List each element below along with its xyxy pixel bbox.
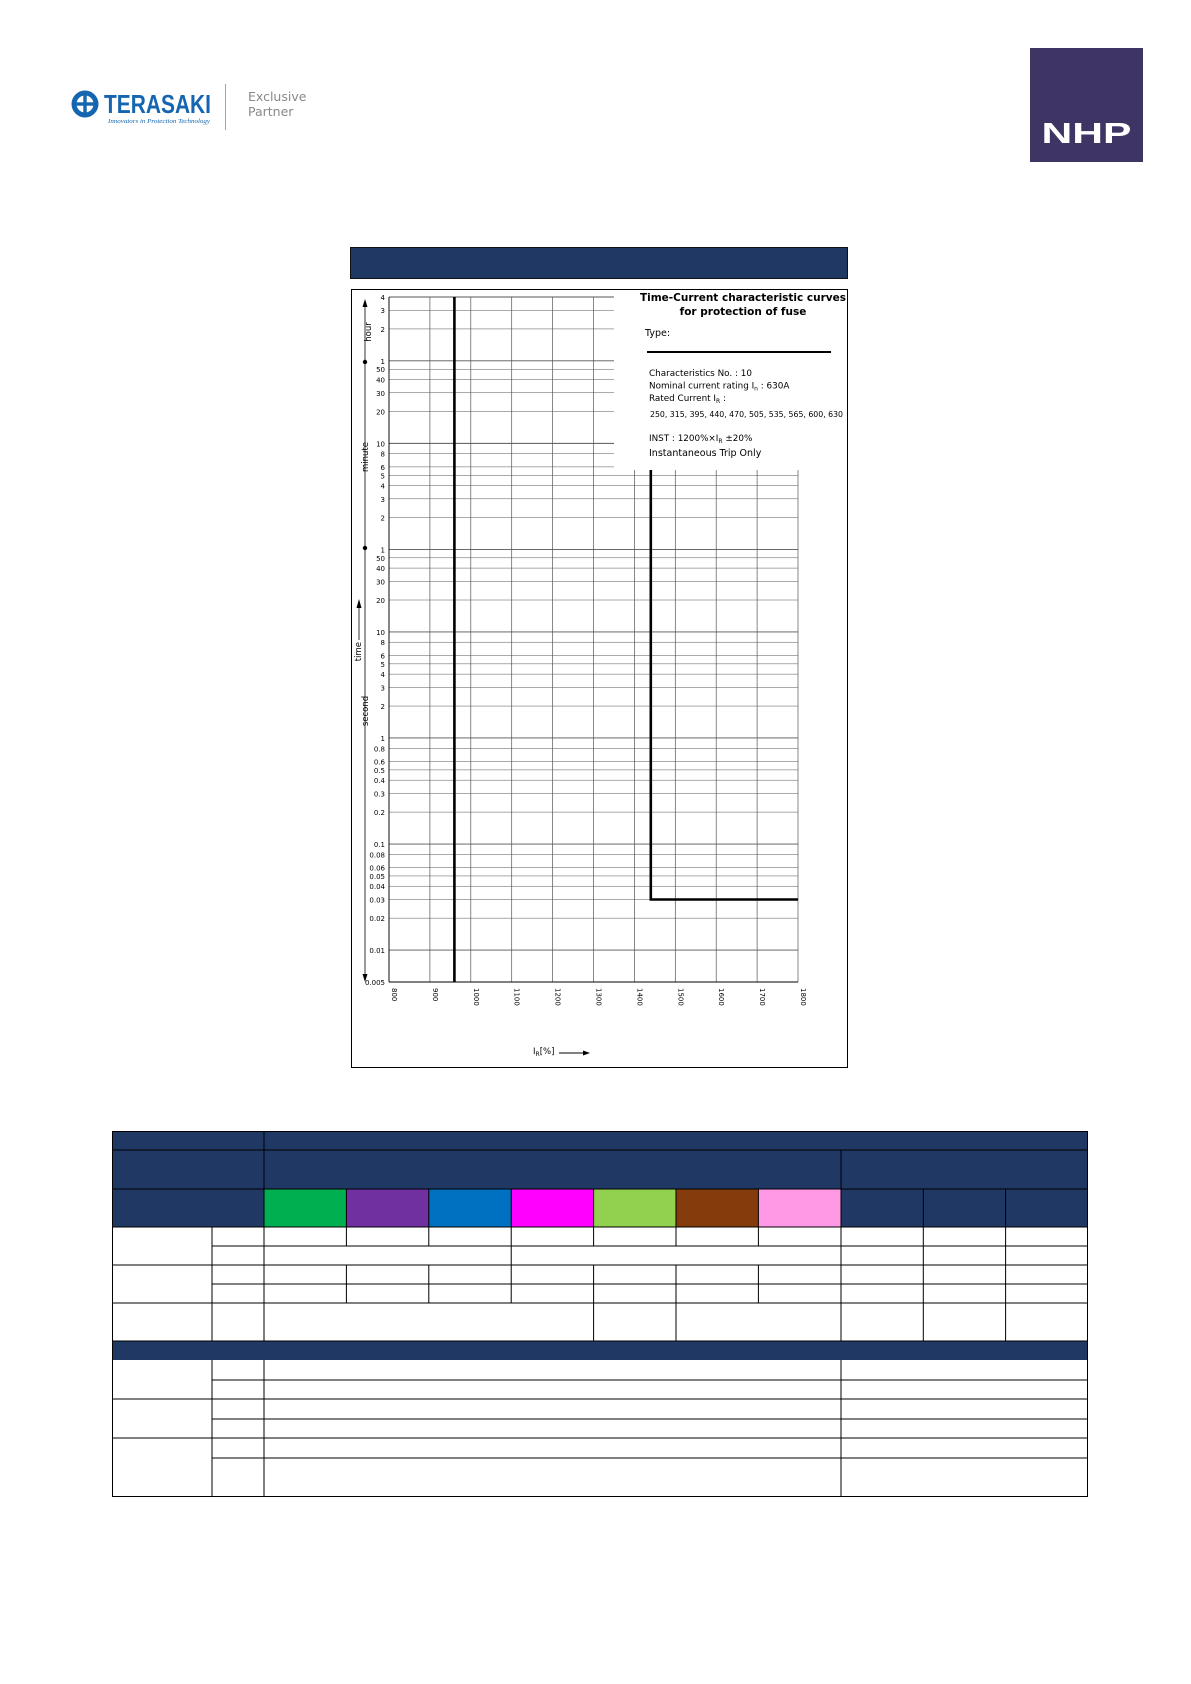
y-axis	[365, 294, 386, 987]
x-axis-label-unit: [%]	[539, 1047, 555, 1057]
y-tick-label: 0.2	[373, 809, 385, 818]
terasaki-logo	[70, 86, 215, 130]
nominal-current-rating	[649, 382, 789, 393]
y-tick-label: 0.6	[373, 758, 385, 767]
x-tick-label: 1100	[512, 988, 521, 1006]
y-tick-label: 2	[380, 514, 385, 523]
y-tick-label: 3	[380, 495, 385, 504]
color-swatch	[758, 1189, 840, 1227]
y-tick-label: 6	[380, 652, 385, 661]
y-tick-label: 50	[376, 554, 385, 563]
type-label: Type:	[645, 328, 671, 339]
y-tick-label: 1	[380, 357, 385, 366]
nominal-value: : 630A	[757, 381, 790, 392]
chart-frame	[351, 289, 848, 1068]
rated-subscript: R	[715, 398, 721, 405]
y-tick-label: 0.06	[369, 864, 385, 873]
x-axis-label-main: I	[533, 1047, 536, 1057]
y-tick-label: 6	[380, 463, 385, 472]
x-tick-label: 1200	[553, 988, 562, 1006]
y-tick-label: 0.4	[373, 777, 385, 786]
color-swatch	[594, 1189, 676, 1227]
x-axis-label-sub: R	[535, 1051, 540, 1058]
hour-arrow-icon	[363, 299, 368, 307]
x-tick-label: 1400	[635, 988, 644, 1006]
partner-line-2: Partner	[248, 104, 294, 119]
x-tick-label: 800	[390, 988, 398, 1002]
table-color-swatches	[264, 1189, 841, 1227]
y-tick-label: 0.01	[369, 947, 385, 956]
chart-title-band	[350, 247, 848, 279]
table-section-divider	[112, 1341, 1088, 1360]
nhp-logo	[1030, 48, 1143, 162]
inst-label: INST : 1200%×I	[649, 434, 719, 444]
y-tick-label: 4	[380, 294, 385, 302]
x-tick-label: 1800	[799, 988, 807, 1006]
minute-label: minute	[361, 442, 371, 472]
inst-subscript: R	[718, 438, 723, 445]
y-tick-label: 1	[380, 734, 385, 743]
y-tick-label: 0.5	[373, 766, 385, 775]
y-tick-label: 2	[380, 325, 385, 334]
y-tick-label: 30	[376, 389, 385, 398]
y-tick-label: 10	[376, 440, 385, 449]
table-header-row-1	[112, 1131, 1088, 1150]
x-axis-label	[533, 1047, 554, 1058]
characteristics-number: Characteristics No. : 10	[649, 369, 752, 379]
y-tick-label: 0.1	[373, 841, 385, 850]
y-tick-label: 1	[380, 546, 385, 555]
y-tick-label: 40	[376, 376, 385, 385]
rated-tail: :	[720, 394, 726, 404]
table-header-row-3-cell	[923, 1189, 1005, 1227]
y-tick-label: 0.8	[373, 745, 385, 754]
y-tick-label: 4	[380, 482, 385, 491]
rated-current-values: 250, 315, 395, 440, 470, 505, 535, 565, 600, 630	[650, 410, 843, 419]
chart-title-line-1: Time-Current characteristic curves	[639, 292, 847, 304]
table-header-row-3-cell	[841, 1189, 923, 1227]
nominal-label: Nominal current rating I	[649, 381, 755, 392]
color-swatch	[511, 1189, 593, 1227]
brand-name: TERASAKI	[104, 89, 211, 119]
instantaneous-trip-only: Instantaneous Trip Only	[649, 448, 762, 459]
brand-tagline: Innovators in Protection Technology	[106, 119, 211, 125]
y-tick-label: 20	[376, 597, 385, 606]
y-tick-label: 8	[380, 450, 385, 459]
y-tick-label: 10	[376, 628, 385, 637]
x-tick-label: 1000	[471, 988, 480, 1006]
logo-divider	[225, 84, 226, 130]
y-tick-label: 5	[380, 660, 385, 669]
chart-title-line-2: for protection of fuse	[679, 306, 807, 318]
y-tick-label: 3	[380, 307, 385, 316]
spec-table	[112, 1131, 1089, 1498]
x-axis	[390, 988, 807, 1006]
y-tick-label: 0.04	[369, 883, 385, 892]
y-tick-label: 0.3	[373, 790, 385, 799]
color-swatch	[346, 1189, 428, 1227]
y-tick-label: 50	[376, 366, 385, 375]
y-tick-label: 40	[376, 565, 385, 574]
nhp-logo-text: NHP	[1041, 118, 1132, 150]
y-tick-label: 4	[380, 671, 385, 680]
y-tick-label: 3	[380, 684, 385, 693]
color-swatch	[676, 1189, 758, 1227]
table-header-row-3-label	[112, 1189, 264, 1227]
y-tick-label: 2	[380, 703, 385, 712]
rated-current	[649, 394, 726, 405]
color-swatch	[264, 1189, 346, 1227]
time-current-chart	[352, 290, 846, 1066]
time-label: time	[354, 642, 364, 662]
y-tick-label: 20	[376, 408, 385, 417]
y-tick-label: 30	[376, 578, 385, 587]
x-tick-label: 1500	[676, 988, 685, 1006]
instantaneous-setting	[649, 434, 752, 445]
time-arrow-icon	[357, 599, 362, 608]
y-tick-label: 5	[380, 472, 385, 481]
y-tick-label: 0.05	[369, 872, 385, 881]
rated-label: Rated Current I	[649, 394, 716, 404]
nominal-subscript: n	[754, 385, 758, 393]
partner-line-1: Exclusive	[248, 89, 307, 104]
color-swatch	[429, 1189, 511, 1227]
second-label: second	[361, 695, 371, 727]
x-tick-label: 1600	[717, 988, 726, 1006]
y-tick-label: 0.005	[364, 979, 385, 987]
partner-text	[248, 89, 306, 119]
x-tick-label: 900	[430, 988, 439, 1002]
y-tick-label: 0.02	[369, 915, 385, 924]
hour-label: hour	[364, 322, 374, 342]
x-axis-arrow-icon	[583, 1051, 590, 1056]
table-header-row-3-cell	[1006, 1189, 1088, 1227]
inst-tail: ±20%	[722, 434, 753, 444]
terasaki-emblem-icon	[72, 91, 99, 118]
y-tick-label: 8	[380, 639, 385, 648]
y-tick-label: 0.08	[369, 851, 385, 860]
x-tick-label: 1300	[594, 988, 603, 1006]
table-header-row-2	[112, 1150, 1088, 1189]
x-tick-label: 1700	[758, 988, 767, 1006]
y-tick-label: 0.03	[369, 896, 385, 905]
